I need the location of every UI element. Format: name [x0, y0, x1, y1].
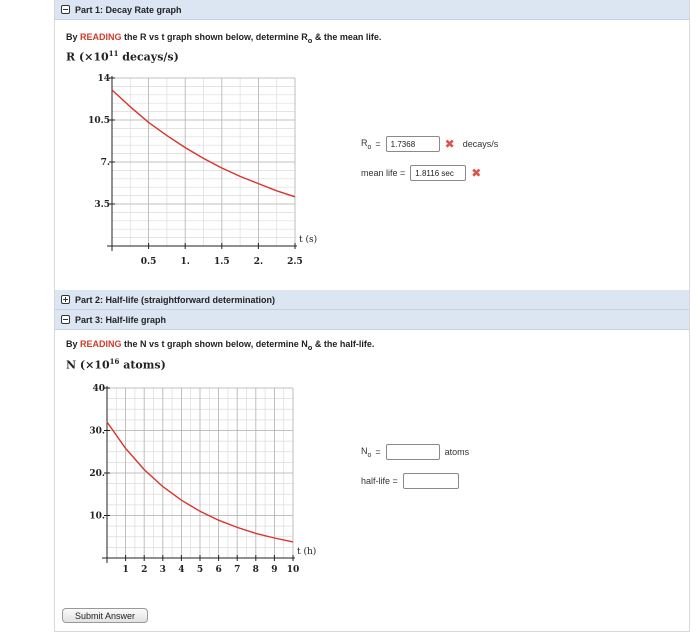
y-tick-label: 14 [97, 74, 110, 84]
x-tick-label: 1 [122, 565, 129, 575]
x-mark-icon: ✖ [471, 166, 482, 180]
x-tick-label: 8 [252, 565, 259, 575]
y-tick-label: 7. [100, 158, 110, 168]
x-tick-label: 7 [234, 565, 241, 575]
y-tick-label: 3.5 [94, 200, 110, 210]
x-tick-label: 3 [159, 565, 166, 575]
x-tick-label: 9 [271, 565, 278, 575]
r0-label: $R_o$ [361, 137, 372, 151]
reading-keyword: READING [80, 339, 122, 349]
x-tick-label: 1.5 [213, 257, 230, 267]
y-tick-label: 20. [89, 469, 105, 479]
reading-keyword: READING [80, 32, 122, 42]
n0-label: $N_o$ [361, 445, 372, 459]
y-tick-label: 10.5 [88, 116, 110, 126]
r-axis-title: R ($\times 10^{11}$ decays/s) [66, 49, 179, 64]
r0-unit: decays/s [462, 139, 499, 149]
x-mark-icon: ✖ [444, 137, 455, 151]
mean-life-label: mean life = [361, 168, 406, 178]
x-tick-label: 10 [286, 565, 300, 575]
x-tick-label: 2 [141, 565, 148, 575]
y-tick-label: 30. [89, 426, 105, 437]
x-tick-label: 4 [178, 565, 185, 575]
n0-input[interactable] [386, 444, 440, 460]
part2-header-label: Part 2: Half-life (straightforward determination) [75, 294, 276, 305]
x-tick-label: 2.5 [287, 257, 303, 267]
mean-life-input[interactable]: 1.8116 sec [410, 165, 466, 181]
x-tick-label: 2. [253, 257, 264, 267]
r0-answer-row: $R_o$ = 1.7368 ✖ decays/s [361, 137, 499, 151]
n-axis-title: N ($\times 10^{16}$ atoms) [66, 357, 166, 372]
x-tick-label: 6 [215, 565, 222, 575]
n0-answer-row: $N_o$ = atoms [361, 445, 470, 459]
part1-header-label: Part 1: Decay Rate graph [75, 4, 182, 15]
part3-instruction: By READING the N vs t graph shown below, determine $N_o$ & the half-life. [66, 339, 375, 352]
x-tick-label: 5 [196, 565, 204, 575]
x-axis-label: t (h) [297, 547, 317, 557]
y-tick-label: 40 [92, 384, 105, 394]
x-tick-label: 0.5 [140, 257, 157, 267]
r0-input[interactable]: 1.7368 [386, 136, 440, 152]
part1-instruction: By READING the R vs t graph shown below, determine $R_o$ & the mean life. [66, 32, 382, 45]
part3-header-label: Part 3: Half-life graph [75, 314, 167, 325]
submit-answer-button[interactable]: Submit Answer [62, 608, 148, 623]
half-life-answer-row [361, 473, 464, 489]
x-axis-label: t (s) [299, 235, 318, 245]
half-life-label: half-life = [361, 476, 398, 486]
x-tick-label: 1. [180, 257, 190, 267]
half-life-input[interactable] [403, 473, 459, 489]
y-tick-label: 10. [89, 511, 105, 522]
n0-unit: atoms [444, 447, 470, 457]
